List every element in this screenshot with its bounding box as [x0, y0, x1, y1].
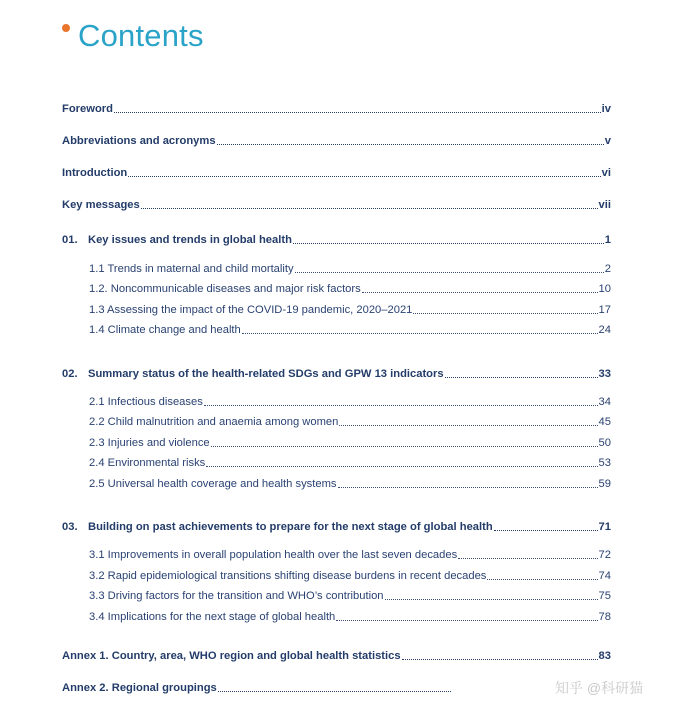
toc-page: 34	[598, 396, 611, 408]
toc-page: 75	[598, 590, 611, 602]
dot-leader	[385, 598, 598, 600]
dot-leader	[413, 312, 597, 314]
toc-label: Foreword	[62, 103, 113, 115]
dot-leader	[242, 332, 598, 334]
dot-leader	[362, 291, 598, 293]
toc-page: 10	[598, 283, 611, 295]
toc-label: 3.1 Improvements in overall population health over the last seven decades	[89, 549, 458, 561]
page-title: Contents	[78, 18, 204, 53]
toc-page: 59	[598, 478, 611, 490]
toc-label: Building on past achievements to prepare for the next stage of global health	[88, 521, 493, 533]
dot-leader	[458, 557, 597, 559]
section-number: 01.	[62, 234, 78, 246]
section-number: 03.	[62, 521, 78, 533]
toc-page: vi	[601, 167, 611, 179]
toc-label: Summary status of the health-related SDGs and GPW 13 indicators	[88, 368, 444, 380]
toc-label: 2.1 Infectious diseases	[89, 396, 203, 408]
toc-page: 53	[598, 457, 611, 469]
toc-subentry-2-3[interactable]	[89, 436, 611, 450]
toc-label: Abbreviations and acronyms	[62, 135, 216, 147]
toc-page: iv	[601, 103, 611, 115]
toc-subentry-3-1[interactable]	[89, 548, 611, 562]
toc-subentry-3-2[interactable]	[89, 569, 611, 583]
toc-subentry-2-2[interactable]	[89, 415, 611, 429]
toc-page: 83	[598, 650, 611, 662]
toc-label: 1.3 Assessing the impact of the COVID-19 pandemic, 2020–2021	[89, 304, 413, 316]
toc-entry-introduction[interactable]	[62, 166, 611, 180]
toc-page: 74	[598, 570, 611, 582]
toc-page: vii	[598, 199, 611, 211]
dot-leader	[338, 486, 598, 488]
dot-leader	[494, 529, 598, 531]
toc-page: 71	[598, 521, 611, 533]
dot-leader	[445, 376, 598, 378]
toc-label: Annex 2. Regional groupings	[62, 682, 217, 694]
toc-page: 1	[604, 234, 611, 246]
toc-label: 2.2 Child malnutrition and anaemia among women	[89, 416, 339, 428]
toc-label: 3.4 Implications for the next stage of global health	[89, 611, 336, 623]
toc-page: 72	[598, 549, 611, 561]
toc-label: 3.2 Rapid epidemiological transitions shifting disease burdens in recent decades	[89, 570, 487, 582]
toc-page: 78	[598, 611, 611, 623]
toc-section-03[interactable]	[62, 520, 611, 534]
dot-leader	[295, 271, 604, 273]
toc-page: 50	[598, 437, 611, 449]
toc-label: 2.4 Environmental risks	[89, 457, 206, 469]
toc-page: 33	[598, 368, 611, 380]
section-number: 02.	[62, 368, 78, 380]
toc-subentry-2-5[interactable]	[89, 477, 611, 491]
toc-label: 1.2. Noncommunicable diseases and major risk factors	[89, 283, 361, 295]
toc-subentry-1-4[interactable]	[89, 323, 611, 337]
dot-leader	[128, 175, 600, 177]
toc-section-01[interactable]	[62, 233, 611, 247]
toc-label: 3.3 Driving factors for the transition and WHO’s contribution	[89, 590, 384, 602]
toc-page: 17	[598, 304, 611, 316]
toc-label: Introduction	[62, 167, 128, 179]
dot-leader	[141, 207, 598, 209]
toc-subentry-2-4[interactable]	[89, 456, 611, 470]
toc-section-02[interactable]	[62, 367, 611, 381]
dot-leader	[339, 424, 597, 426]
toc-label: 1.1 Trends in maternal and child mortality	[89, 263, 294, 275]
dot-leader	[218, 690, 451, 692]
toc-entry-key-messages[interactable]	[62, 198, 611, 212]
dot-leader	[293, 242, 604, 244]
toc-subentry-1-2[interactable]	[89, 282, 611, 296]
toc-entry-annex-1[interactable]	[62, 649, 611, 663]
dot-leader	[336, 619, 597, 621]
dot-leader	[211, 445, 598, 447]
dot-leader	[206, 465, 597, 467]
toc-label: Key issues and trends in global health	[88, 234, 292, 246]
toc-label: Annex 1. Country, area, WHO region and global health statistics	[62, 650, 401, 662]
toc-page: 24	[598, 324, 611, 336]
dot-leader	[114, 111, 601, 113]
toc-page: v	[604, 135, 611, 147]
toc-entry-annex-2[interactable]	[62, 681, 452, 695]
toc-subentry-2-1[interactable]	[89, 395, 611, 409]
toc-page: 45	[598, 416, 611, 428]
dot-leader	[204, 404, 598, 406]
dot-leader	[487, 578, 597, 580]
toc-subentry-1-1[interactable]	[89, 262, 611, 276]
toc-subentry-3-3[interactable]	[89, 589, 611, 603]
watermark: 知乎 @科研猫	[555, 680, 644, 696]
toc-label: Key messages	[62, 199, 140, 211]
dot-leader	[217, 143, 604, 145]
toc-page: 2	[604, 263, 611, 275]
toc-label: 2.3 Injuries and violence	[89, 437, 210, 449]
toc-label: 2.5 Universal health coverage and health systems	[89, 478, 337, 490]
toc-entry-foreword[interactable]	[62, 102, 611, 116]
toc-subentry-3-4[interactable]	[89, 610, 611, 624]
dot-leader	[402, 658, 598, 660]
toc-entry-abbreviations[interactable]	[62, 134, 611, 148]
toc-label: 1.4 Climate change and health	[89, 324, 241, 336]
toc-subentry-1-3[interactable]	[89, 303, 611, 317]
